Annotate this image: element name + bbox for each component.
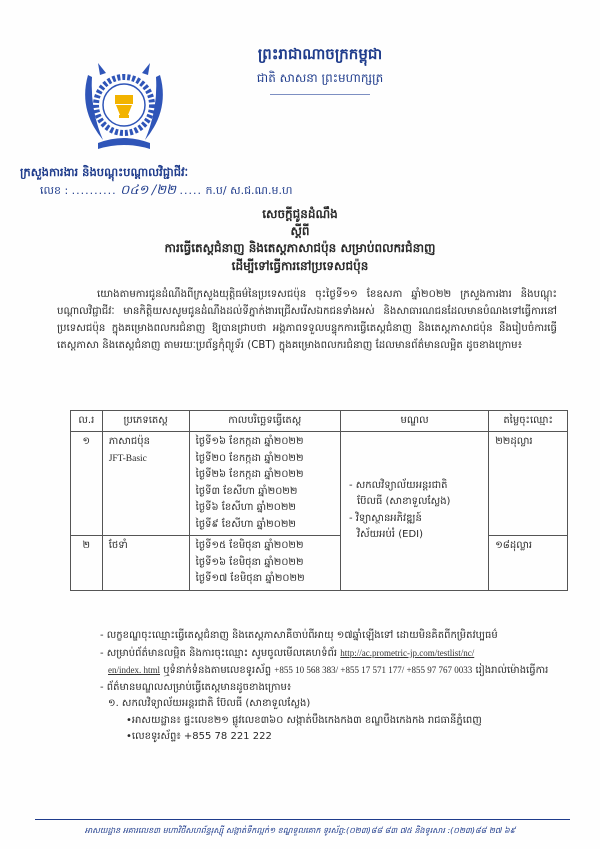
- footer-divider: [35, 819, 570, 820]
- col-fee: តម្លៃចុះឈ្មោះ: [489, 411, 568, 432]
- footer-address: អាសយដ្ឋាន អគារលេខ៣ មហាវិថីសហព័ន្ធរុស្ស៊ី សង្កាត់ទឹកល្អក់១ ខណ្ឌទួលគោក ទូរស័ព្ទ:(០២៣)៨៨ ៨៣ ៧៥ និងទូរសារ :(០២៣)៨៨ ២៧ ៦៩: [84, 826, 516, 835]
- notice-about: ស្តីពី: [290, 224, 310, 238]
- row-dates: ថ្ងៃទី១៥ ខែមិថុនា ឆ្នាំ២០២២ ថ្ងៃទី១៦ ខែមិថុនា ឆ្នាំ២០២២ ថ្ងៃទី១៧ ខែមិថុនា ឆ្នាំ២០២២: [189, 536, 340, 591]
- ref-label: លេខ :: [40, 184, 69, 197]
- center1-phone: •លេខទូរស័ព្ទ៖ +855 78 221 222: [126, 731, 272, 742]
- row-dates: ថ្ងៃទី១៦ ខែកក្កដា ឆ្នាំ២០២២ ថ្ងៃទី២០ ខែកក្កដា ឆ្នាំ២០២២ ថ្ងៃទី២៦ ខែកក្កដា ឆ្នាំ២០២២ ថ្ងៃទី៣ ខែសីហា ឆ្នាំ២០២២ ថ្ងៃទី៦ ខែសីហា ឆ្នាំ២០២២ ថ្ងៃទី៩ ខែសីហា ឆ្នាំ២០២២: [189, 432, 340, 536]
- row-type: ភាសាជប៉ុន JFT-Basic: [102, 432, 189, 536]
- row-no: ១: [71, 432, 103, 536]
- row-no: ២: [71, 536, 103, 591]
- info-registration: - សម្រាប់ព័ត៌មានលម្អិត និងការចុះឈ្មោះ សូមចូលមើលគេហទំព័រ http://ac.prometric-jp.com/testlist/nc/: [100, 647, 475, 659]
- centers-heading: - ព័ត៌មានមណ្ឌលសម្រាប់ធ្វើតេស្តមានដូចខាងក្រោម៖: [100, 681, 292, 693]
- col-test-date: កាលបរិច្ឆេទធ្វើតេស្ត: [189, 411, 340, 432]
- intro-paragraph: យោងតាមការជូនដំណឹងពីក្រសួងយុត្តិធម៌នៃប្រទេសជប៉ុន ចុះថ្ងៃទី១១ ខែឧសភា ឆ្នាំ២០២២ ក្រសួងការងារ និងបណ្តុះបណ្តាលវិជ្ជាជីវៈ មានកិត្តិយសសូមជូនដំណឹងដល់ទីភ្នាក់ងារជ្រើសរើសឯកជនទាំងអស់ និងសាធារណជនដែលមានបំណងទៅធ្វើការនៅប្រទេសជប៉ុន ក្នុងគម្រោងពលករជំនាញ ឱ្យបានជ្រាបថា អង្គភាពទទួលបន្ទុកការធ្វើតេស្តជំនាញ និងតេស្តភាសាជប៉ុន នឹងរៀបចំការធ្វើតេស្តភាសា និងតេស្តជំនាញ តាមរយៈប្រព័ន្ធកុំព្យូទ័រ (CBT) ក្នុងគម្រោងពលករជំនាញ ដែលមានព័ត៌មានលម្អិត ដូចខាងក្រោម៖: [57, 289, 557, 351]
- col-test-type: ប្រភេទតេស្ត: [102, 411, 189, 432]
- national-motto: ជាតិ សាសនា ព្រះមហាក្សត្រ: [256, 71, 384, 85]
- ornament-divider: [270, 94, 370, 96]
- col-center: មណ្ឌល: [340, 411, 488, 432]
- ministry-logo: [78, 55, 170, 155]
- notice-title: សេចក្តីជូនដំណឹង: [262, 207, 338, 221]
- registration-link-cont[interactable]: en/index. html: [108, 665, 160, 675]
- table-row: [71, 432, 568, 536]
- ref-suffix: ក.ប/ ស.ជ.ណ.ម.ហ: [205, 184, 293, 197]
- row-type: ថែទាំ: [102, 536, 189, 591]
- table-header-row: [71, 411, 568, 432]
- center1-address: •អាសយដ្ឋាន៖ ផ្ទះលេខ២១ ផ្លូវលេខ៣៦០ សង្កាត់បឹងកេងកង៣ ខណ្ឌបឹងកេងកង រាជធានីភ្នំពេញ: [126, 714, 482, 726]
- notice-subject-2: ដើម្បីទៅធ្វើការនៅប្រទេសជប៉ុន: [231, 259, 369, 273]
- notice-subject: ការធ្វើតេស្តជំនាញ និងតេស្តភាសាជប៉ុន សម្រាប់ពលករជំនាញ: [164, 241, 436, 255]
- registration-link[interactable]: http://ac.prometric-jp.com/testlist/nc/: [340, 647, 475, 658]
- kingdom-title: ព្រះរាជាណាចក្រកម្ពុជា: [257, 45, 383, 63]
- row-fee: ២២ដុល្លារ: [489, 432, 568, 536]
- reference-line: លេខ : .......... ០៤១ /២២ ..... ក.ប/ ស.ជ.ណ.ម.ហ: [40, 183, 293, 198]
- row-type-sub: JFT-Basic: [108, 453, 147, 464]
- table-row: [71, 536, 568, 591]
- row-fee: ១៨ដុល្លារ: [489, 536, 568, 591]
- center1-title: ១. សកលវិទ្យាល័យអន្តរជាតិ ប៊ែលធី (សាខាទួលស្លែង): [108, 698, 311, 709]
- age-requirement: - លក្ខខណ្ឌចុះឈ្មោះធ្វើតេស្តជំនាញ និងតេស្តភាសាគឺចាប់ពីអាយុ ១៧ឆ្នាំឡើងទៅ ដោយមិនគិតពីកម្រិតវប្បធម៌: [100, 630, 498, 641]
- contact-phones: +855 10 568 383/ +855 17 571 177/ +855 97 767 0033: [274, 665, 473, 675]
- notes-section: - លក្ខខណ្ឌចុះឈ្មោះធ្វើតេស្តជំនាញ និងតេស្តភាសាគឺចាប់ពីអាយុ ១៧ឆ្នាំឡើងទៅ ដោយមិនគិតពីកម្រិតវប្បធម៌ - សម្រាប់ព័ត៌មានលម្អិត និងការចុះឈ្មោះ សូមចូលមើលគេហទំព័រ http://ac.prometric-jp.com/testlist/nc/ en/index. html ឬទំនាក់ទំនងតាមលេខទូរស័ព្ទ +855 10 568 383/ +855 17 571 177/ +855 97 767 0033 រៀងរាល់ម៉ោងធ្វើការ - ព័ត៌មានមណ្ឌលសម្រាប់ធ្វើតេស្តមានដូចខាងក្រោម៖ ១. សកលវិទ្យាល័យអន្តរជាតិ ប៊ែលធី (សាខាទួលស្លែង) •អាសយដ្ឋាន៖ ផ្ទះលេខ២១ ផ្លូវលេខ៣៦០ សង្កាត់បឹងកេងកង៣ ខណ្ឌបឹងកេងកង រាជធានីភ្នំពេញ •លេខទូរស័ព្ទ៖ +855 78 221 222: [100, 628, 570, 746]
- ref-number: ០៤១: [120, 183, 149, 198]
- test-schedule-table: [70, 410, 568, 591]
- ref-year: ២២: [156, 183, 176, 198]
- col-no: ល.រ: [71, 411, 103, 432]
- ministry-name: ក្រសួងការងារ និងបណ្តុះបណ្តាលវិជ្ជាជីវៈ: [20, 165, 189, 179]
- test-centers: - សកលវិទ្យាល័យអន្តរជាតិ ប៊ែលធី (សាខាទួលស្លែង) - វិទ្យាស្ថានអភិវឌ្ឍន៍ វិស័យអប់រំ (EDI): [340, 432, 488, 591]
